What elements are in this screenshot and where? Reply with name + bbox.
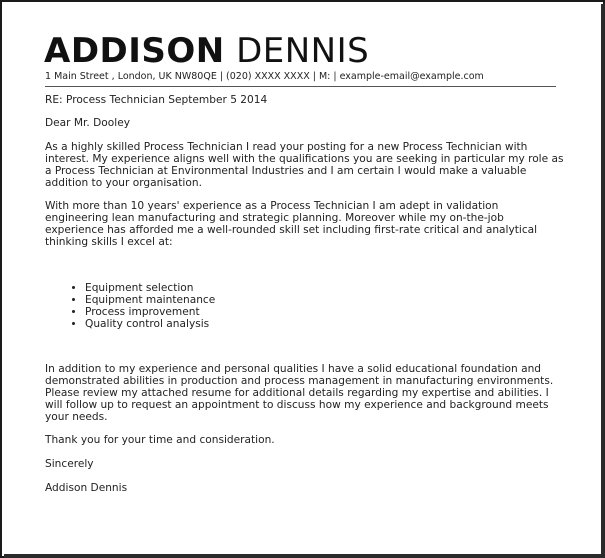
skills-list [68, 282, 215, 330]
frame-shadow-bottom [4, 554, 605, 558]
paragraph-experience: With more than 10 years' experience as a Process Technician I am adept in validation engineering lean manufacturing and strategic planning. Moreover while my on-the-job experience has afforded me a well-rounded skill set including first-rate critical and analytical thinking skills I excel at: [45, 200, 538, 248]
paragraph-education: In addition to my experience and personal qualities I have a solid educational foundation and demonstrated abilities in production and process management in manufacturing environments. Please review my attached resume for additional details regarding my expertise and abilities. I will follow up to request an appointment to discuss how my experience and background meets your needs. [45, 363, 554, 423]
re-line: RE: Process Technician September 5 2014 [45, 94, 268, 106]
thanks-line: Thank you for your time and consideration. [45, 434, 275, 446]
contact-line: 1 Main Street , London, UK NW80QE | (020) XXXX XXXX | M: | example-email@example.com [45, 71, 484, 82]
frame-shadow-right [601, 4, 605, 558]
sender-first-name: ADDISON [44, 31, 225, 71]
sender-name [44, 32, 369, 70]
signature-name: Addison Dennis [45, 482, 128, 494]
list-item: • Equipment selection [85, 282, 215, 294]
sender-last-name: DENNIS [236, 31, 370, 71]
closing: Sincerely [45, 458, 94, 470]
header-divider [45, 86, 556, 87]
list-item: • Equipment maintenance [85, 294, 215, 306]
list-item: • Quality control analysis [85, 318, 215, 330]
list-item: • Process improvement [85, 306, 215, 318]
salutation: Dear Mr. Dooley [45, 117, 130, 129]
letter-page [2, 2, 599, 552]
paragraph-intro: As a highly skilled Process Technician I read your posting for a new Process Technician with interest. My experience aligns well with the qualifications you are seeking in particular my role as a Process Technician at Environmental Industries and I am certain I would make a valuable addition to your organisation. [45, 141, 564, 189]
